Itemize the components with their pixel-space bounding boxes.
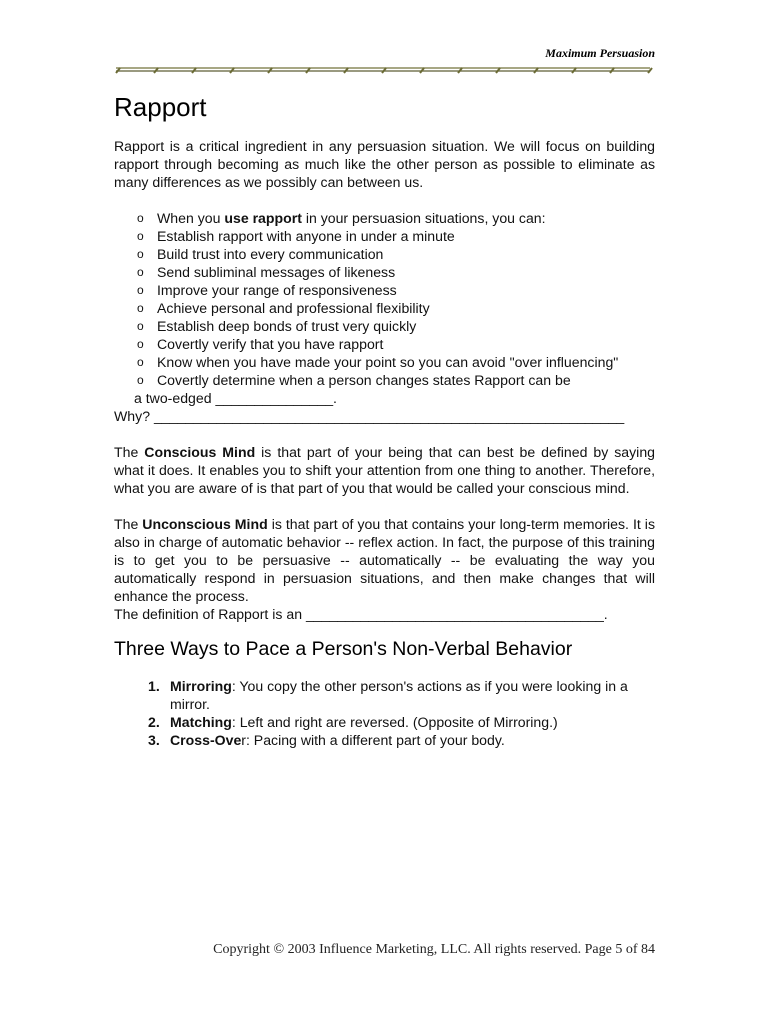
why-blank: Why? ____________________________________________________________	[114, 408, 625, 424]
conscious-mind-paragraph: The Conscious Mind is that part of your being that can best be defined by saying what it does. It enables you to shift your attention from one thing to another. Therefore, what you are aware of is that part of you that would be called your conscious mind.	[114, 444, 655, 496]
page-title: Rapport	[114, 92, 207, 122]
unconscious-mind-paragraph: The Unconscious Mind is that part of you that contains your long-term memories. It is also in charge of automatic behavior -- reflex action. In fact, the purpose of this training is to get you to be persuasive -- automatically -- be evaluating the way you automatically respond in persuasion situations, and then make changes that will enhance the process.	[114, 516, 655, 604]
section-title: Three Ways to Pace a Person's Non-Verbal Behavior	[114, 638, 573, 660]
decorative-rule	[114, 62, 654, 78]
list-item: 1. Mirroring: You copy the other person's actions as if you were looking in a mirror.	[148, 678, 628, 712]
running-header: Maximum Persuasion	[545, 46, 655, 60]
list-item: 3. Cross-Over: Pacing with a different part of your body.	[148, 732, 505, 748]
list-item: 2. Matching: Left and right are reversed. (Opposite of Mirroring.)	[148, 714, 558, 730]
page-body	[114, 92, 655, 749]
list-item: o Know when you have made your point so you can avoid "over influencing"	[137, 354, 619, 370]
list-item: o Establish deep bonds of trust very quickly	[137, 318, 417, 334]
list-item: o Send subliminal messages of likeness	[137, 264, 396, 280]
definition-blank: The definition of Rapport is an ______________________________________.	[114, 606, 608, 622]
list-item: o Build trust into every communication	[137, 246, 384, 262]
rapport-benefits-list	[114, 209, 655, 389]
list-item: o Achieve personal and professional flexibility	[137, 300, 430, 316]
pacing-ways-list	[114, 677, 655, 749]
list-item: o Improve your range of responsiveness	[137, 282, 397, 298]
list-item: o When you use rapport in your persuasion situations, you can:	[137, 210, 546, 226]
bullet-marker: o	[137, 211, 144, 225]
two-edged-blank: a two-edged _______________.	[134, 390, 337, 406]
list-item: o Establish rapport with anyone in under a minute	[137, 228, 455, 244]
intro-paragraph: Rapport is a critical ingredient in any persuasion situation. We will focus on building rapport through becoming as much like the other person as possible to eliminate as many differences as we possibly can between us.	[114, 138, 655, 190]
page-footer: Copyright © 2003 Influence Marketing, LLC. All rights reserved. Page 5 of 84	[213, 942, 655, 957]
list-item: o Covertly verify that you have rapport	[137, 336, 384, 352]
list-item: o Covertly determine when a person changes states Rapport can be	[137, 372, 571, 388]
